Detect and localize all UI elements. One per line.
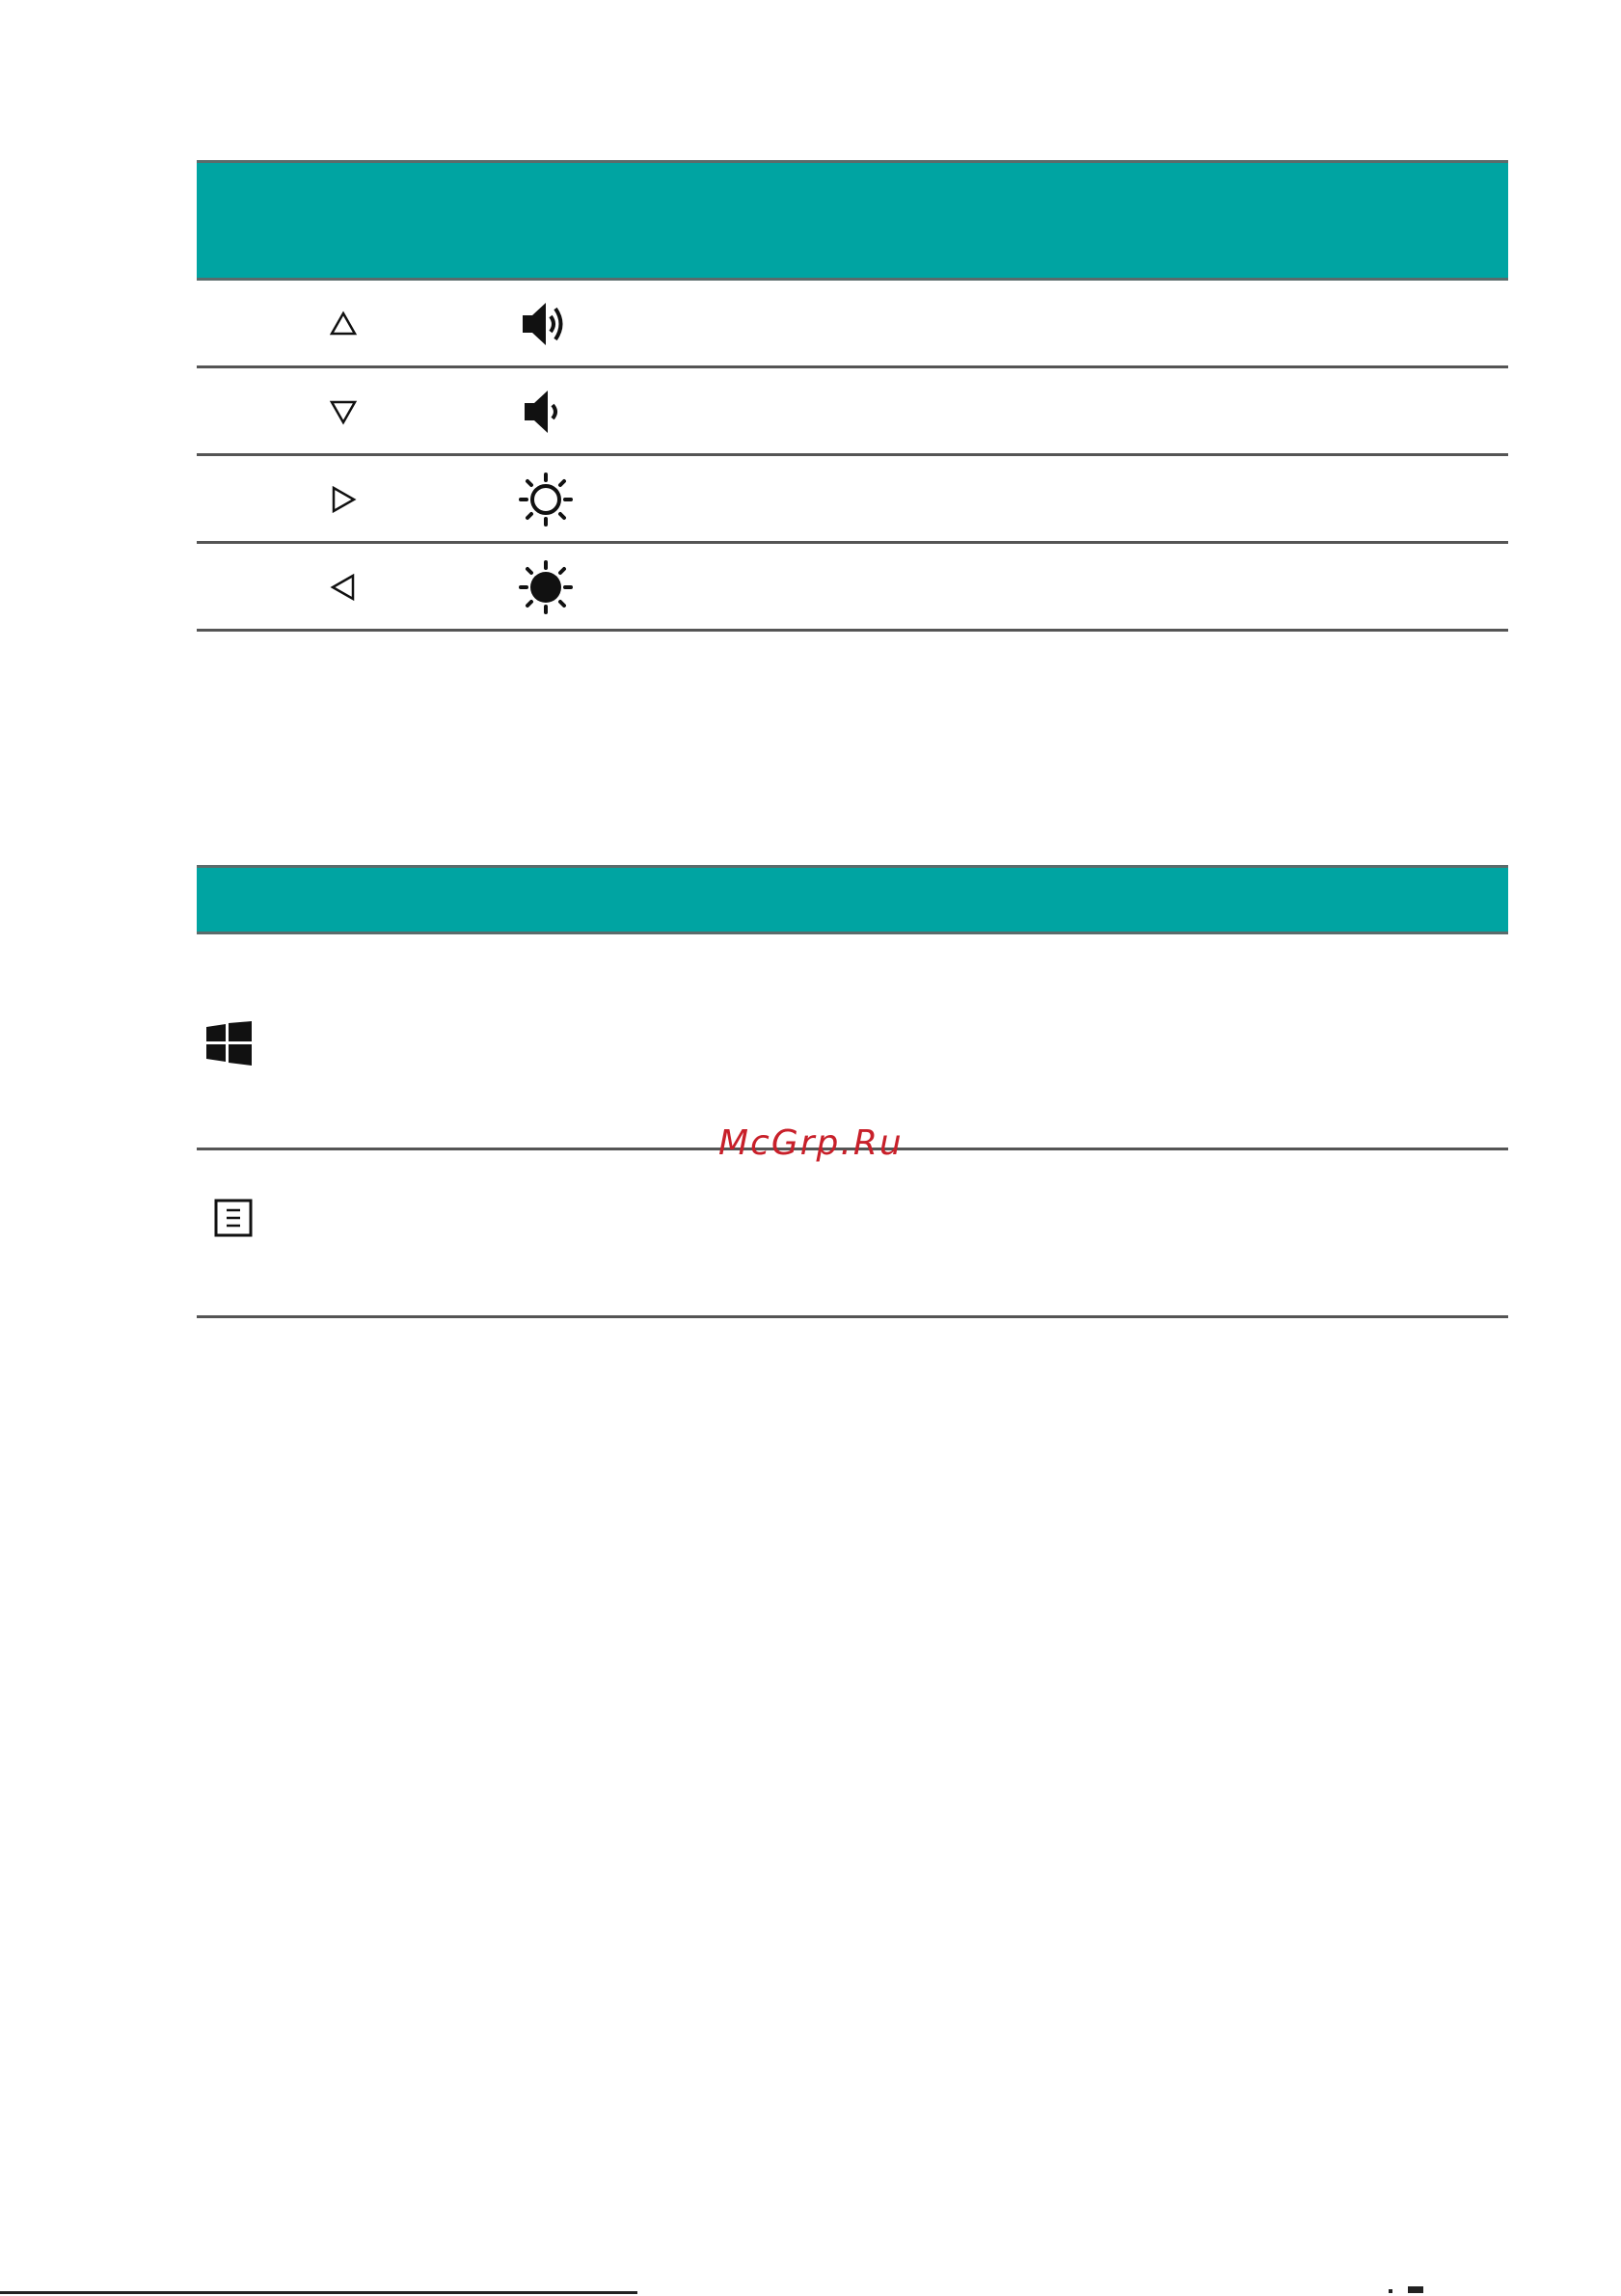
- volume-down-icon: [519, 385, 573, 439]
- footer-rule: [0, 2291, 637, 2294]
- volume-up-icon: [519, 297, 573, 351]
- windows-key-icon: [206, 1021, 253, 1066]
- triangle-up-icon: [328, 309, 359, 339]
- footer-mark: [1389, 2285, 1427, 2293]
- table-row: [197, 1150, 1508, 1318]
- triangle-down-icon: [328, 396, 359, 427]
- brightness-down-icon: [519, 560, 573, 614]
- hotkey-table-header: [197, 160, 1508, 281]
- table-row: [197, 544, 1508, 632]
- table-row: [197, 368, 1508, 456]
- table-row: [197, 934, 1508, 1150]
- windows-keys-table: [197, 865, 1508, 1318]
- table-row: [197, 456, 1508, 544]
- triangle-right-icon: [328, 484, 359, 515]
- application-key-icon: [214, 1199, 253, 1237]
- windows-keys-table-header: [197, 865, 1508, 934]
- table-row: [197, 281, 1508, 368]
- watermark: McGrp.Ru: [718, 1123, 904, 1163]
- triangle-left-icon: [328, 572, 359, 603]
- hotkey-table: [197, 160, 1508, 632]
- brightness-up-icon: [519, 473, 573, 527]
